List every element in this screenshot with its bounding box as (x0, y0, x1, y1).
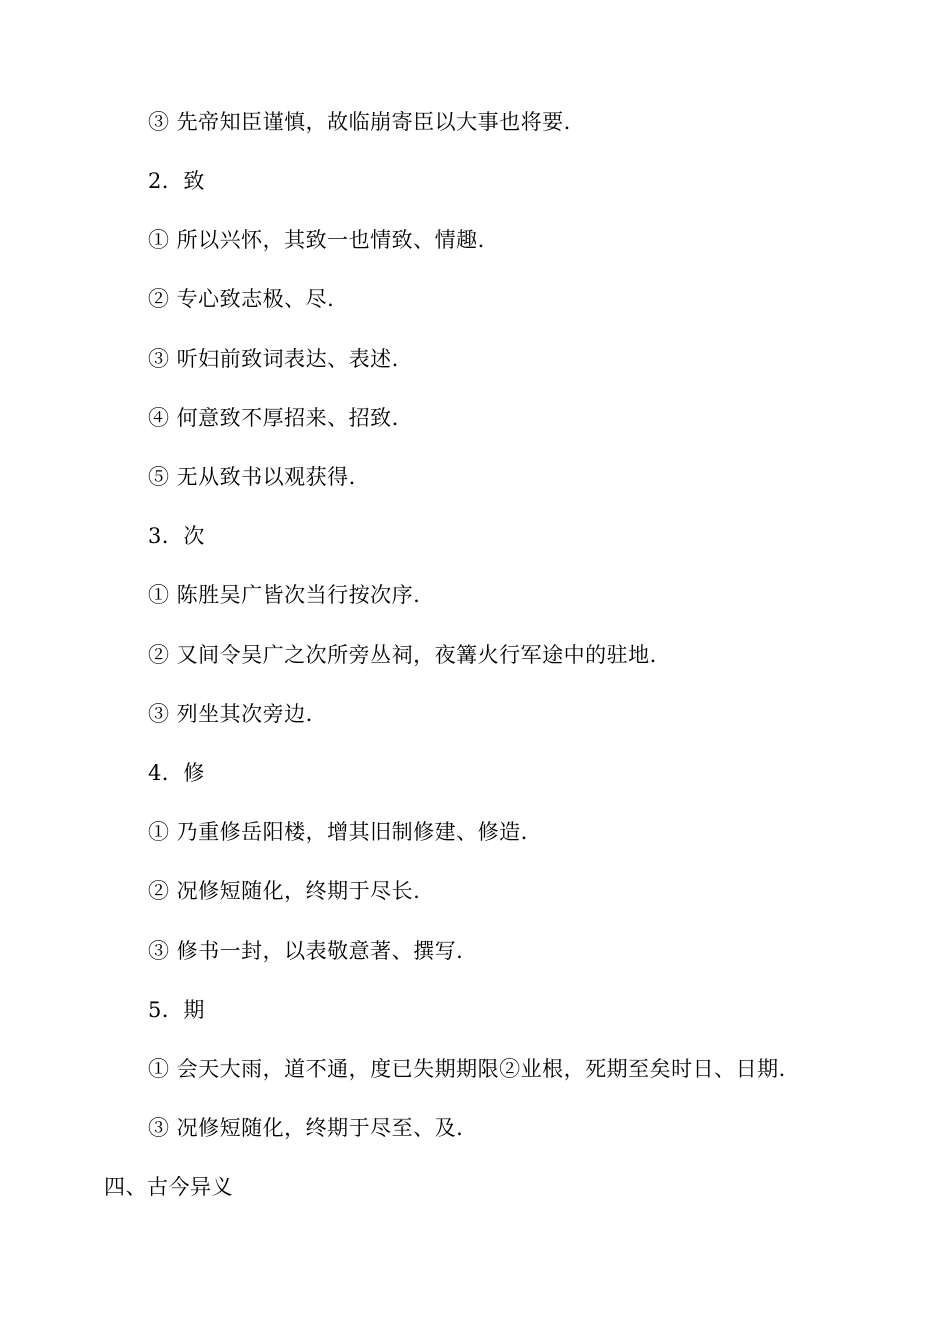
text-line-15: ③ 修书一封，以表敬意著、撰写. (148, 939, 464, 963)
text-line-3: ① 所以兴怀，其致一也情致、情趣. (148, 228, 485, 252)
entry-heading-zhi: 2．致 (148, 169, 205, 193)
text-line-4: ② 专心致志极、尽. (148, 287, 335, 311)
text-line-10: ② 又间令吴广之次所旁丛祠，夜篝火行军途中的驻地. (148, 643, 657, 667)
text-line-14: ② 况修短随化，终期于尽长. (148, 879, 421, 903)
text-line-9: ① 陈胜吴广皆次当行按次序. (148, 583, 421, 607)
section-heading: 四、古今异义 (104, 1175, 233, 1199)
entry-heading-xiu: 4．修 (148, 761, 205, 785)
text-line-7: ⑤ 无从致书以观获得. (148, 465, 356, 489)
text-line-5: ③ 听妇前致词表达、表述. (148, 347, 399, 371)
entry-heading-qi: 5．期 (148, 998, 205, 1022)
text-line-13: ① 乃重修岳阳楼，增其旧制修建、修造. (148, 820, 528, 844)
text-line-6: ④ 何意致不厚招来、招致. (148, 406, 399, 430)
text-line-18: ③ 况修短随化，终期于尽至、及. (148, 1116, 464, 1140)
entry-heading-ci: 3．次 (148, 524, 205, 548)
text-line-11: ③ 列坐其次旁边. (148, 702, 313, 726)
text-line-1: ③ 先帝知臣谨慎，故临崩寄臣以大事也将要. (148, 110, 571, 134)
text-line-17: ① 会天大雨，道不通，度已失期期限②业根，死期至矣时日、日期. (148, 1057, 786, 1081)
